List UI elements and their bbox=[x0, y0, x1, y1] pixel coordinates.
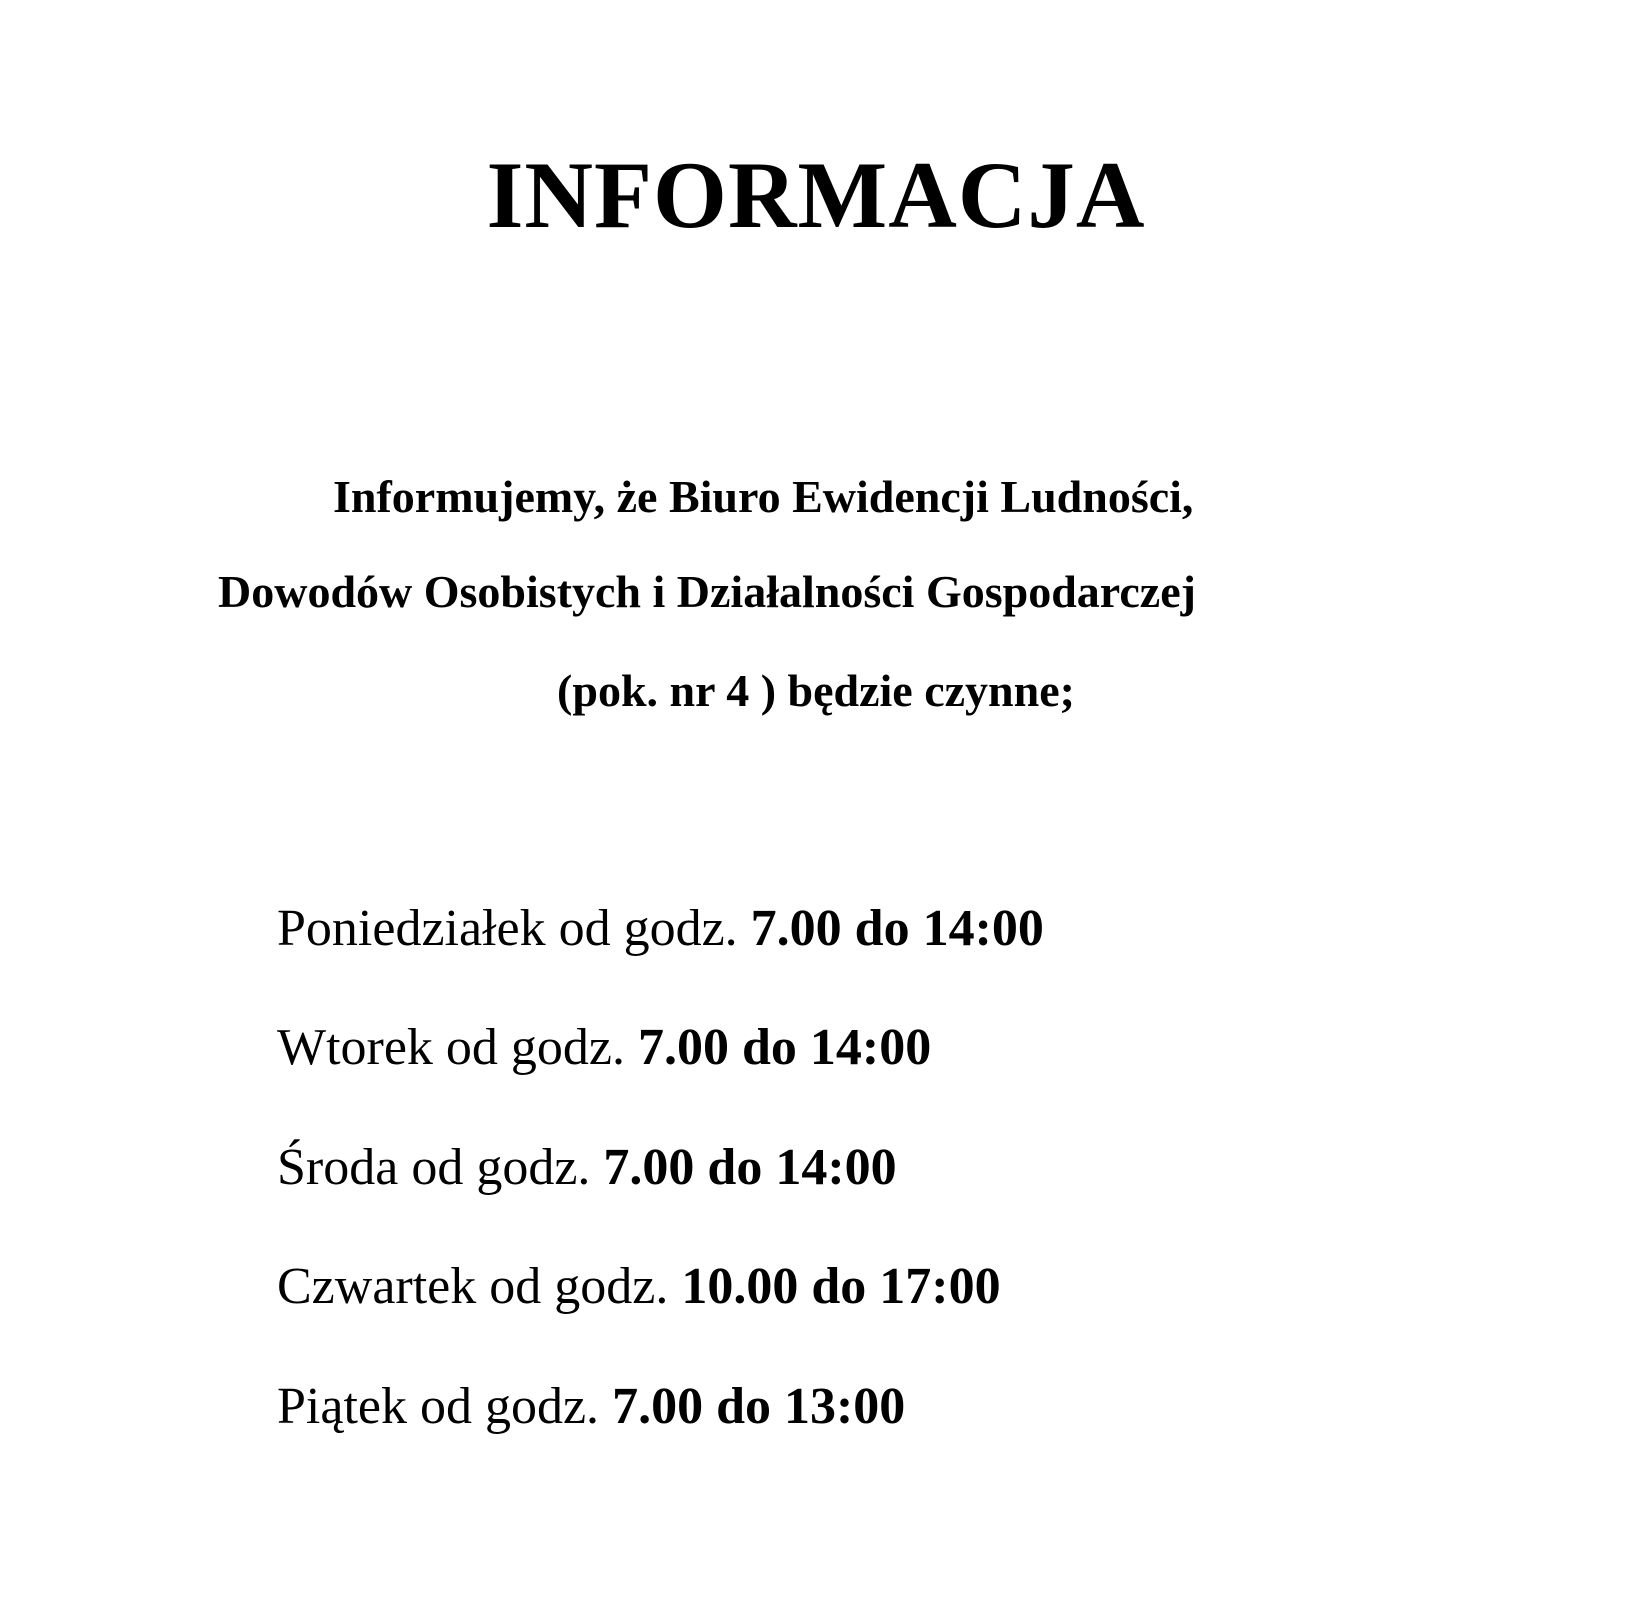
schedule-row-friday bbox=[277, 1376, 905, 1438]
page-title: INFORMACJA bbox=[486, 142, 1146, 248]
schedule-day-label: Piątek od godz. bbox=[277, 1378, 613, 1435]
schedule-time: 7.00 do 14:00 bbox=[603, 1139, 897, 1196]
schedule-row-monday bbox=[277, 898, 1044, 960]
schedule-day-label: Poniedziałek od godz. bbox=[277, 900, 751, 957]
schedule-row-wednesday bbox=[277, 1137, 897, 1199]
intro-line-3: (pok. nr 4 ) będzie czynne; bbox=[557, 665, 1075, 716]
schedule-row-tuesday bbox=[277, 1017, 931, 1079]
schedule-day-label: Środa od godz. bbox=[277, 1139, 604, 1196]
schedule-time: 7.00 do 13:00 bbox=[612, 1378, 906, 1435]
schedule-row-thursday bbox=[277, 1256, 1001, 1318]
schedule-day-label: Wtorek od godz. bbox=[277, 1019, 639, 1076]
intro-line-2: Dowodów Osobistych i Działalności Gospodarczej bbox=[218, 566, 1196, 617]
intro-line-1: Informujemy, że Biuro Ewidencji Ludności, bbox=[333, 471, 1194, 522]
schedule-time: 7.00 do 14:00 bbox=[750, 900, 1044, 957]
schedule-time: 7.00 do 14:00 bbox=[638, 1019, 932, 1076]
schedule-time: 10.00 do 17:00 bbox=[681, 1258, 1001, 1315]
schedule-day-label: Czwartek od godz. bbox=[277, 1258, 682, 1315]
